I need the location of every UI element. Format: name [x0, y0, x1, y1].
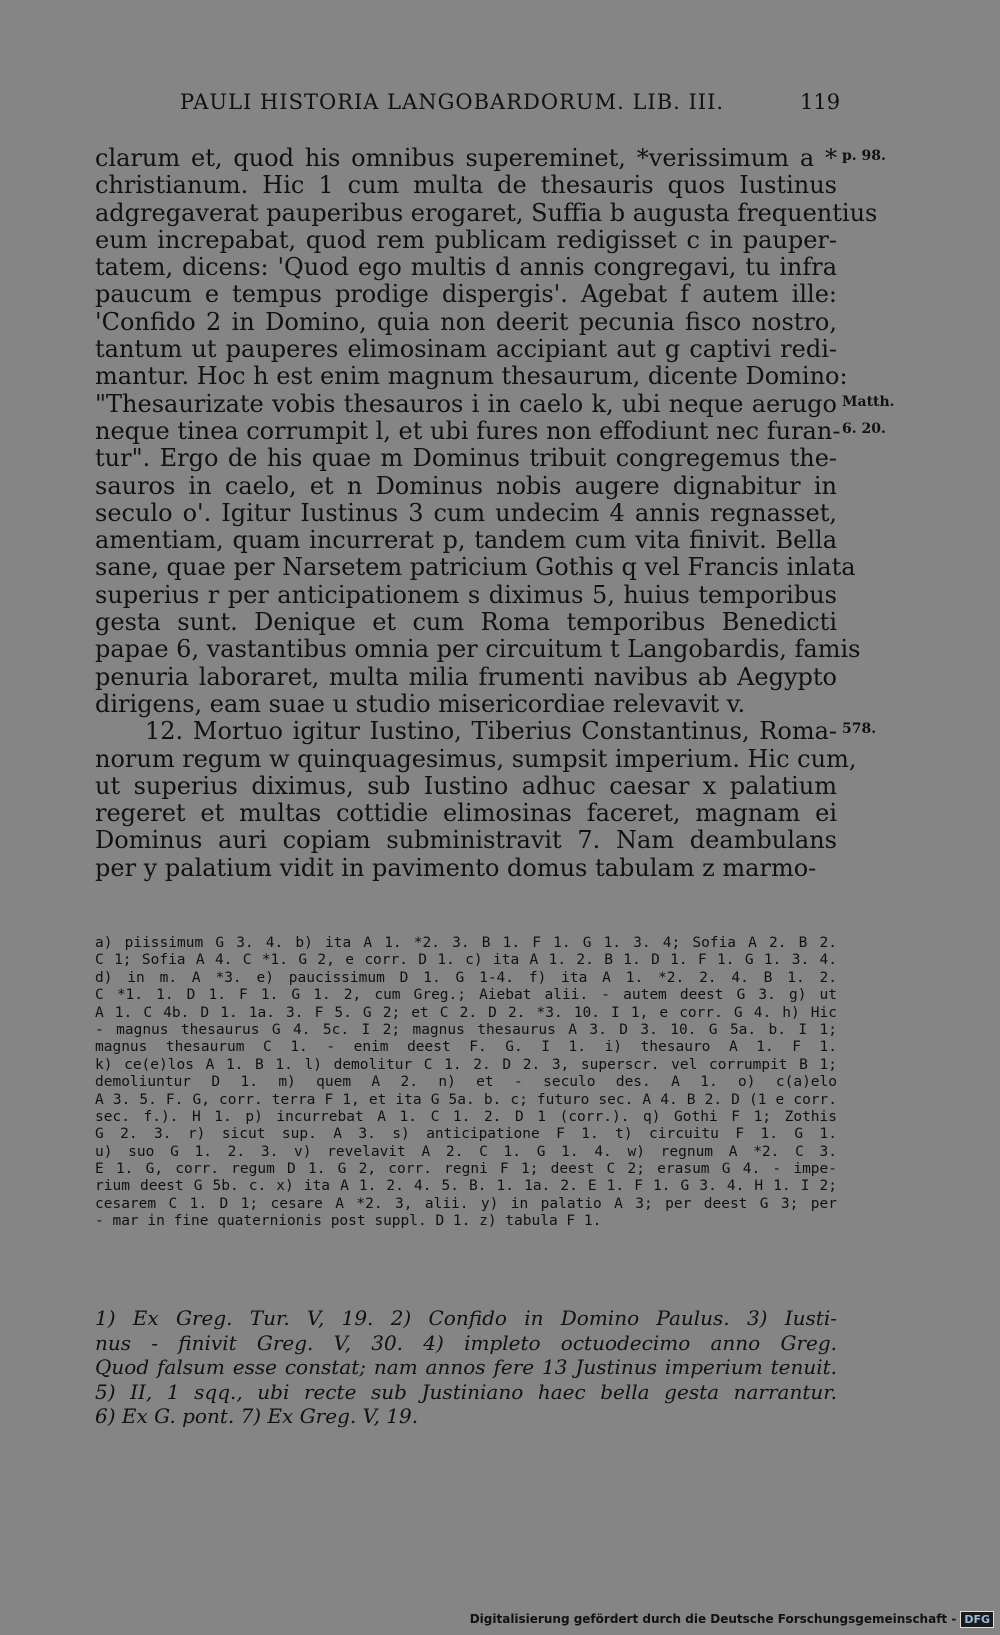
text-line: sane, quae per Narsetem patricium Gothis q vel Francis inlata — [95, 553, 856, 582]
variant-line: - magnus thesaurus G 4. 5c. I 2; magnus thesaurus A 3. D 3. 10. G 5a. b. I 1; — [95, 1021, 837, 1038]
margin-note: Matth. — [842, 393, 895, 410]
text-line: tatem, dicens: 'Quod ego multis d annis congregavi, tu infra — [95, 253, 837, 282]
margin-note: 6. 20. — [842, 421, 886, 437]
funding-credit: Digitalisierung gefördert durch die Deutsche Forschungsgemeinschaft - — [469, 1612, 957, 1626]
text-line: 12. Mortuo igitur Iustino, Tiberius Constantinus, Roma- — [145, 717, 837, 746]
text-line: regeret et multas cottidie elimosinas faceret, magnam ei — [95, 799, 837, 828]
page-number: 119 — [800, 90, 841, 114]
variant-line: demoliuntur D 1. m) quem A 2. n) et - seculo des. A 1. o) c(a)elo — [95, 1074, 837, 1091]
footnote-line: nus - finivit Greg. V, 30. 4) impleto octuodecimo anno Greg. — [95, 1330, 837, 1355]
variant-line: C *1. 1. D 1. F 1. G 1. 2, cum Greg.; Aiebat alii. - autem deest G 3. g) ut — [95, 987, 837, 1004]
footnote-line: 6) Ex G. pont. 7) Ex Greg. V, 19. — [95, 1404, 419, 1428]
text-line: eum increpabat, quod rem publicam redigisset c in pauper- — [95, 225, 837, 254]
text-line: per y palatium vidit in pavimento domus tabulam z marmo- — [95, 853, 817, 882]
dfg-logo: DFG — [960, 1611, 994, 1628]
text-line: 'Confido 2 in Domino, quia non deerit pecunia fisco nostro, — [95, 307, 837, 336]
text-line: seculo o'. Igitur Iustinus 3 cum undecim 4 annis regnasset, — [95, 498, 837, 527]
text-line: tantum ut pauperes elimosinam accipiant aut g captivi redi- — [95, 335, 837, 364]
footnote-line: 1) Ex Greg. Tur. V, 19. 2) Confido in Domino Paulus. 3) Iusti- — [95, 1306, 837, 1330]
variant-line: E 1. G, corr. regum D 1. G 2, corr. regni F 1; deest C 2; erasum G 4. - impe- — [95, 1161, 837, 1178]
variant-line: cesarem C 1. D 1; cesare A *2. 3, alii. y) in palatio A 3; per deest G 3; per — [95, 1195, 837, 1212]
variant-line: - mar in fine quaternionis post suppl. D 1. z) tabula F 1. — [95, 1213, 602, 1230]
text-line: norum regum w quinquagesimus, sumpsit imperium. Hic cum, — [95, 744, 857, 773]
text-line: Dominus auri copiam subministravit 7. Nam deambulans — [95, 826, 837, 855]
text-line: adgregaverat pauperibus erogaret, Suffia b augusta frequentius — [95, 198, 878, 227]
variant-line: sec. f.). H 1. p) incurrebat A 1. C 1. 2. D 1 (corr.). q) Gothi F 1; Zothis — [95, 1108, 837, 1125]
variant-line: u) suo G 1. 2. 3. v) revelavit A 2. C 1. G 1. 4. w) regnum A *2. C 3. — [95, 1143, 837, 1160]
variant-line: C 1; Sofia A 4. C *1. G 2, e corr. D 1. c) ita A 1. 2. B 1. D 1. F 1. G 1. 3. 4. — [95, 952, 837, 969]
footnote-line: 5) II, 1 sqq., ubi recte sub Justiniano haec bella gesta narrantur. — [95, 1379, 837, 1404]
variant-line: rium deest G 5b. c. x) ita A 1. 2. 4. 5. B. 1. 1a. 2. E 1. F 1. G 3. 4. H 1. I 2; — [95, 1178, 837, 1195]
variant-line: d) in m. A *3. e) paucissimum D 1. G 1-4. f) ita A 1. *2. 2. 4. B 1. 2. — [95, 969, 837, 986]
text-line: ut superius diximus, sub Iustino adhuc caesar x palatium — [95, 771, 837, 800]
text-line: mantur. Hoc h est enim magnum thesaurum, dicente Domino: — [95, 362, 848, 391]
text-line: clarum et, quod his omnibus supereminet, *verissimum a * — [95, 144, 837, 172]
text-line: papae 6, vastantibus omnia per circuitum t Langobardis, famis — [95, 635, 861, 664]
variant-line: a) piissimum G 3. 4. b) ita A 1. *2. 3. B 1. F 1. G 1. 3. 4; Sofia A 2. B 2. — [95, 935, 837, 951]
text-line: tur". Ergo de his quae m Dominus tribuit congregemus the- — [95, 444, 837, 473]
footnote-line: Quod falsum esse constat; nam annos fere 13 Justinus imperium tenuit. — [95, 1355, 837, 1379]
margin-note: p. 98. — [842, 148, 886, 164]
variant-readings — [95, 935, 837, 1231]
source-footnotes — [95, 1306, 837, 1429]
text-line: sauros in caelo, et n Dominus nobis augere dignabitur in — [95, 471, 837, 500]
variant-line: magnus thesaurum C 1. - enim deest F. G. I 1. i) thesauro A 1. F 1. — [95, 1039, 837, 1056]
running-title: PAULI HISTORIA LANGOBARDORUM. LIB. III. — [180, 90, 725, 114]
text-line: amentiam, quam incurrerat p, tandem cum vita finivit. Bella — [95, 526, 837, 555]
variant-line: A 3. 5. F. G, corr. terra F 1, et ita G 5a. b. c; futuro sec. A 4. B 2. D (1 e corr. — [95, 1091, 837, 1108]
footer-credit — [470, 1607, 994, 1631]
text-line: christianum. Hic 1 cum multa de thesauris quos Iustinus — [95, 171, 837, 200]
text-line: dirigens, eam suae u studio misericordiae relevavit v. — [95, 689, 746, 718]
running-header — [0, 90, 1000, 120]
text-line: "Thesaurizate vobis thesauros i in caelo k, ubi neque aerugo — [95, 389, 837, 418]
text-line: neque tinea corrumpit l, et ubi fures non effodiunt nec furan- — [95, 416, 841, 445]
margin-note: 578. — [842, 721, 877, 738]
text-line: superius r per anticipationem s diximus 5, huius temporibus — [95, 580, 837, 609]
variant-line: G 2. 3. r) sicut sup. A 3. s) anticipatione F 1. t) circuitu F 1. G 1. — [95, 1126, 837, 1143]
variant-line: k) ce(e)los A 1. B 1. l) demolitur C 1. 2. D 2. 3, superscr. vel corrumpit B 1; — [95, 1056, 837, 1073]
text-line: paucum e tempus prodige dispergis'. Agebat f autem ille: — [95, 280, 837, 309]
variant-line: A 1. C 4b. D 1. 1a. 3. F 5. G 2; et C 2. D 2. *3. 10. I 1, e corr. G 4. h) Hic — [95, 1004, 837, 1021]
text-line: gesta sunt. Denique et cum Roma temporibus Benedicti — [95, 608, 837, 637]
text-line: penuria laboraret, multa milia frumenti navibus ab Aegypto — [95, 662, 837, 691]
